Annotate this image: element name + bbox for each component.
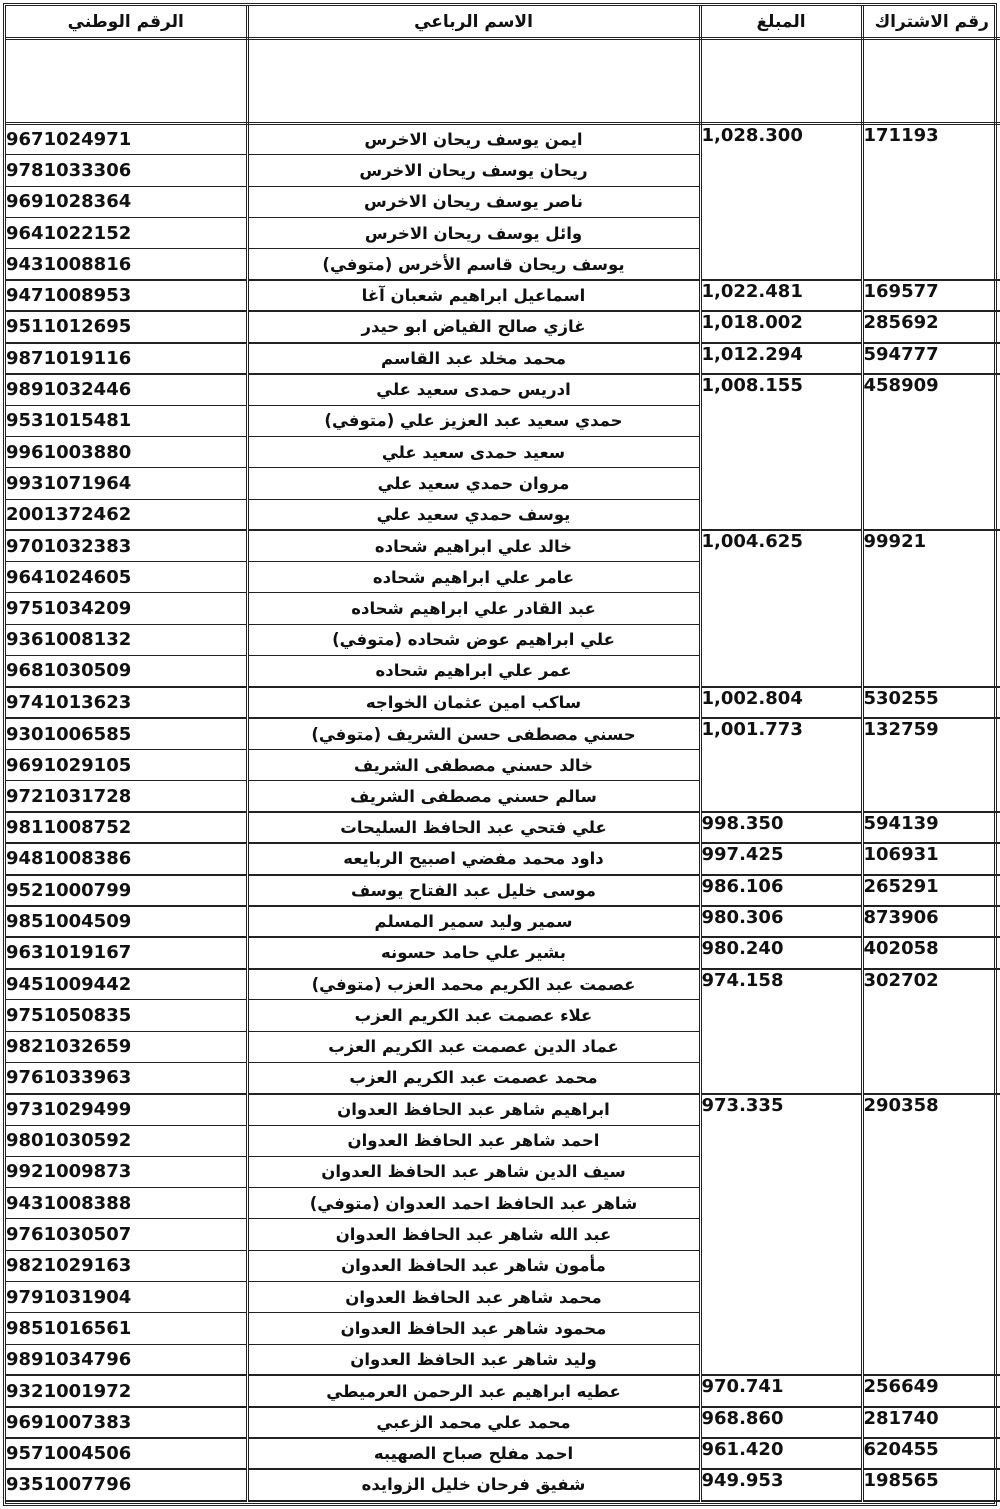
national-id-cell: 9931071964	[6, 468, 247, 499]
subscription-no-cell: 290358	[862, 1094, 1000, 1376]
full-name-cell: داود محمد مفضي اصبيح الربايعه	[247, 843, 700, 874]
full-name-cell: محمد عصمت عبد الكريم العزب	[247, 1062, 700, 1093]
full-name-cell: عمر علي ابراهيم شحاده	[247, 656, 700, 687]
amount-cell: 970.741	[700, 1375, 862, 1406]
full-name-cell: بشير علي حامد حسونه	[247, 937, 700, 968]
subscription-no-cell: 530255	[862, 687, 1000, 718]
full-name-cell: محمد شاهر عبد الحافظ العدوان	[247, 1281, 700, 1312]
subscription-no-cell: 620455	[862, 1438, 1000, 1469]
full-name-cell: شفيق فرحان خليل الزوايده	[247, 1469, 700, 1500]
full-name-cell: ناصر يوسف ريحان الاخرس	[247, 186, 700, 217]
table-row	[6, 687, 1000, 718]
header-full-name: الاسم الرباعي	[247, 6, 700, 39]
amount-cell: 1,022.481	[700, 280, 862, 311]
national-id-cell: 9851004509	[6, 906, 247, 937]
national-id-cell: 9761030507	[6, 1219, 247, 1250]
full-name-cell: ريحان يوسف ريحان الاخرس	[247, 155, 700, 186]
full-name-cell: محمد علي محمد الزعبي	[247, 1407, 700, 1438]
full-name-cell: سالم حسني مصطفى الشريف	[247, 781, 700, 812]
national-id-cell: 9521000799	[6, 875, 247, 906]
full-name-cell: علي فتحي عبد الحافظ السليحات	[247, 812, 700, 843]
full-name-cell: ادريس حمدى سعيد علي	[247, 374, 700, 405]
full-name-cell: مأمون شاهر عبد الحافظ العدوان	[247, 1250, 700, 1281]
amount-cell: 980.306	[700, 906, 862, 937]
document-sheet	[3, 3, 997, 1506]
amount-cell: 1,028.300	[700, 124, 862, 280]
full-name-cell: سعيد حمدى سعيد علي	[247, 436, 700, 467]
full-name-cell: عبد القادر علي ابراهيم شحاده	[247, 593, 700, 624]
national-id-cell: 9921009873	[6, 1156, 247, 1187]
national-id-cell: 9321001972	[6, 1375, 247, 1406]
full-name-cell: حسني مصطفى حسن الشريف (متوفي)	[247, 718, 700, 749]
header-national-id: الرقم الوطني	[6, 6, 247, 39]
national-id-cell: 9851016561	[6, 1313, 247, 1344]
table-row	[6, 718, 1000, 749]
national-id-cell: 9681030509	[6, 656, 247, 687]
table-row	[6, 530, 1000, 561]
amount-cell: 949.953	[700, 1469, 862, 1500]
subscription-no-cell: 285692	[862, 311, 1000, 342]
table-row	[6, 124, 1000, 155]
table-row	[6, 843, 1000, 874]
national-id-cell: 9821029163	[6, 1250, 247, 1281]
national-id-cell: 9361008132	[6, 624, 247, 655]
national-id-cell: 9891034796	[6, 1344, 247, 1375]
table-row	[6, 1407, 1000, 1438]
table-row	[6, 875, 1000, 906]
national-id-cell: 9751050835	[6, 1000, 247, 1031]
national-id-cell: 9631019167	[6, 937, 247, 968]
full-name-cell: احمد مفلح صباح الصهيبه	[247, 1438, 700, 1469]
national-id-cell: 9821032659	[6, 1031, 247, 1062]
full-name-cell: حمدي سعيد عبد العزيز علي (متوفي)	[247, 405, 700, 436]
subscription-no-cell: 402058	[862, 937, 1000, 968]
table-row	[6, 1094, 1000, 1125]
table-row	[6, 969, 1000, 1000]
subscription-no-cell: 265291	[862, 875, 1000, 906]
amount-cell: 1,001.773	[700, 718, 862, 812]
national-id-cell: 9791031904	[6, 1281, 247, 1312]
full-name-cell: عبد الله شاهر عبد الحافظ العدوان	[247, 1219, 700, 1250]
full-name-cell: وليد شاهر عبد الحافظ العدوان	[247, 1344, 700, 1375]
full-name-cell: عماد الدين عصمت عبد الكريم العزب	[247, 1031, 700, 1062]
national-id-cell: 9801030592	[6, 1125, 247, 1156]
national-id-cell: 9351007796	[6, 1469, 247, 1500]
blank-row	[6, 39, 1000, 124]
subscription-no-cell: 256649	[862, 1375, 1000, 1406]
full-name-cell: علاء عصمت عبد الكريم العزب	[247, 1000, 700, 1031]
subscription-no-cell: 458909	[862, 374, 1000, 530]
full-name-cell: سمير وليد سمير المسلم	[247, 906, 700, 937]
full-name-cell: مروان حمدي سعيد علي	[247, 468, 700, 499]
national-id-cell: 9701032383	[6, 530, 247, 561]
full-name-cell: غازي صالح الفياض ابو حيدر	[247, 311, 700, 342]
national-id-cell: 9741013623	[6, 687, 247, 718]
national-id-cell: 9811008752	[6, 812, 247, 843]
amount-cell: 974.158	[700, 969, 862, 1094]
national-id-cell: 9531015481	[6, 405, 247, 436]
amount-cell: 986.106	[700, 875, 862, 906]
table-row	[6, 937, 1000, 968]
amount-cell: 961.420	[700, 1438, 862, 1469]
full-name-cell: شاهر عبد الحافظ احمد العدوان (متوفي)	[247, 1188, 700, 1219]
full-name-cell: عامر علي ابراهيم شحاده	[247, 562, 700, 593]
subscription-no-cell: 281740	[862, 1407, 1000, 1438]
full-name-cell: ساكب امين عثمان الخواجه	[247, 687, 700, 718]
national-id-cell: 9781033306	[6, 155, 247, 186]
full-name-cell: محمد مخلد عبد القاسم	[247, 343, 700, 374]
national-id-cell: 9691007383	[6, 1407, 247, 1438]
beneficiaries-table	[6, 6, 1000, 1502]
full-name-cell: خالد علي ابراهيم شحاده	[247, 530, 700, 561]
subscription-no-cell: 99921	[862, 530, 1000, 686]
table-row	[6, 812, 1000, 843]
header-amount: المبلغ	[700, 6, 862, 39]
subscription-no-cell: 594777	[862, 343, 1000, 374]
national-id-cell: 9471008953	[6, 280, 247, 311]
national-id-cell: 9731029499	[6, 1094, 247, 1125]
national-id-cell: 2001372462	[6, 499, 247, 530]
amount-cell: 1,018.002	[700, 311, 862, 342]
national-id-cell: 9671024971	[6, 124, 247, 155]
national-id-cell: 9691029105	[6, 749, 247, 780]
subscription-no-cell: 106931	[862, 843, 1000, 874]
subscription-no-cell: 169577	[862, 280, 1000, 311]
header-row	[6, 6, 1000, 39]
full-name-cell: وائل يوسف ريحان الاخرس	[247, 217, 700, 248]
table-row	[6, 1469, 1000, 1500]
full-name-cell: ايمن يوسف ريحان الاخرس	[247, 124, 700, 155]
national-id-cell: 9761033963	[6, 1062, 247, 1093]
national-id-cell: 9871019116	[6, 343, 247, 374]
subscription-no-cell: 302702	[862, 969, 1000, 1094]
full-name-cell: ابراهيم شاهر عبد الحافظ العدوان	[247, 1094, 700, 1125]
full-name-cell: عصمت عبد الكريم محمد العزب (متوفي)	[247, 969, 700, 1000]
national-id-cell: 9571004506	[6, 1438, 247, 1469]
subscription-no-cell: 594139	[862, 812, 1000, 843]
amount-cell: 980.240	[700, 937, 862, 968]
national-id-cell: 9511012695	[6, 311, 247, 342]
full-name-cell: اسماعيل ابراهيم شعبان آغا	[247, 280, 700, 311]
full-name-cell: يوسف حمدي سعيد علي	[247, 499, 700, 530]
amount-cell: 1,004.625	[700, 530, 862, 686]
amount-cell: 1,002.804	[700, 687, 862, 718]
national-id-cell: 9641024605	[6, 562, 247, 593]
full-name-cell: علي ابراهيم عوض شحاده (متوفي)	[247, 624, 700, 655]
national-id-cell: 9961003880	[6, 436, 247, 467]
amount-cell: 973.335	[700, 1094, 862, 1376]
subscription-no-cell: 132759	[862, 718, 1000, 812]
subscription-no-cell: 873906	[862, 906, 1000, 937]
full-name-cell: خالد حسني مصطفى الشريف	[247, 749, 700, 780]
full-name-cell: احمد شاهر عبد الحافظ العدوان	[247, 1125, 700, 1156]
amount-cell: 968.860	[700, 1407, 862, 1438]
amount-cell: 998.350	[700, 812, 862, 843]
header-subscription-no: رقم الاشتراك	[862, 6, 1000, 39]
national-id-cell: 9481008386	[6, 843, 247, 874]
subscription-no-cell: 171193	[862, 124, 1000, 280]
national-id-cell: 9691028364	[6, 186, 247, 217]
amount-cell: 997.425	[700, 843, 862, 874]
full-name-cell: عطيه ابراهيم عبد الرحمن العرميطي	[247, 1375, 700, 1406]
national-id-cell: 9891032446	[6, 374, 247, 405]
full-name-cell: موسى خليل عبد الفتاح يوسف	[247, 875, 700, 906]
national-id-cell: 9451009442	[6, 969, 247, 1000]
table-row	[6, 374, 1000, 405]
full-name-cell: سيف الدين شاهر عبد الحافظ العدوان	[247, 1156, 700, 1187]
table-row	[6, 311, 1000, 342]
table-row	[6, 280, 1000, 311]
national-id-cell: 9301006585	[6, 718, 247, 749]
table-row	[6, 1375, 1000, 1406]
table-row	[6, 1438, 1000, 1469]
table-row	[6, 343, 1000, 374]
subscription-no-cell: 198565	[862, 1469, 1000, 1500]
full-name-cell: يوسف ريحان قاسم الأخرس (متوفي)	[247, 249, 700, 280]
national-id-cell: 9431008816	[6, 249, 247, 280]
amount-cell: 1,008.155	[700, 374, 862, 530]
national-id-cell: 9431008388	[6, 1188, 247, 1219]
national-id-cell: 9641022152	[6, 217, 247, 248]
national-id-cell: 9751034209	[6, 593, 247, 624]
national-id-cell: 9721031728	[6, 781, 247, 812]
table-row	[6, 906, 1000, 937]
full-name-cell: محمود شاهر عبد الحافظ العدوان	[247, 1313, 700, 1344]
amount-cell: 1,012.294	[700, 343, 862, 374]
